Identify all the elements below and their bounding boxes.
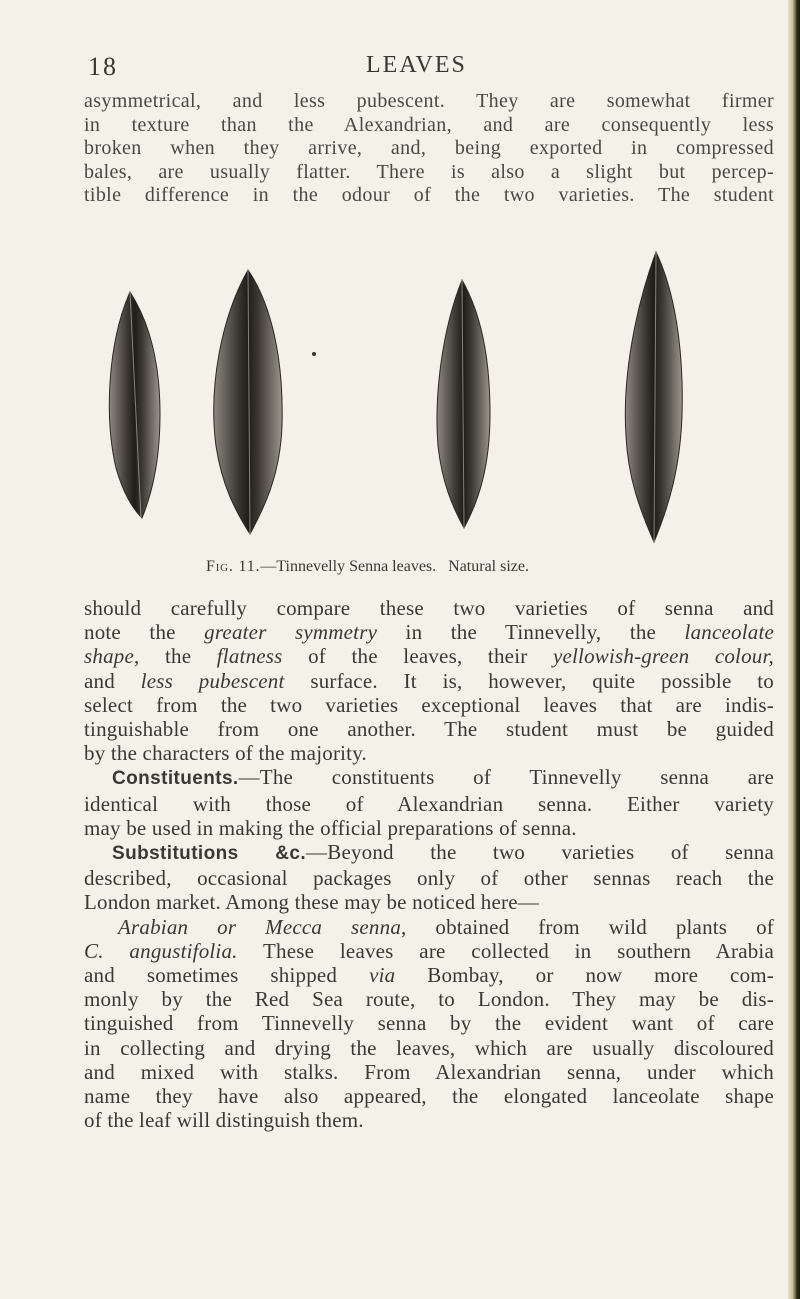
text-line: in collecting and drying the leaves, which are usually discoloured [84,1035,774,1060]
paragraph-top [84,90,774,208]
text-line: by the characters of the majority. [84,741,367,766]
caption-figure-number: Fig. 11. [206,558,261,575]
text-run: Bombay, or now more com- [395,963,774,988]
text-line: bales, are usually flatter. There is also a slight but percep- [84,160,774,183]
body-text [84,596,774,1132]
emphasis: C. angustifolia. [84,938,238,963]
text-line [84,963,774,987]
text-line: monly by the Red Sea route, to London. They may be dis- [84,987,774,1012]
text-line [84,644,774,668]
text-line: of the leaf will distinguish them. [84,1108,364,1133]
text-run: in the Tinnevelly, the [377,620,685,645]
text-run: —The constituents of Tinnevelly senna are [238,765,774,790]
figure-caption [206,558,626,576]
text-line: London market. Among these may be noticed here— [84,890,539,915]
running-head: LEAVES [366,52,467,78]
section-constituents [84,765,774,791]
text-line [84,915,774,939]
text-line: identical with those of Alexandrian senna. Either variety [84,791,774,816]
text-line: asymmetrical, and less pubescent. They are somewhat firmer [84,90,774,112]
emphasis: Arabian or Mecca senna, [118,914,407,939]
section-heading: Substitutions &c. [112,843,307,865]
text-line [84,620,774,644]
text-run: These leaves are collected in southern Arabia [237,938,774,963]
leaves-illustration [90,246,690,546]
text-line: tinguished from Tinnevelly senna by the evident want of care [84,1011,774,1036]
section-substitutions [84,840,774,866]
text-line: select from the two varieties exceptional leaves that are indis- [84,692,774,717]
leaf-4 [625,252,682,542]
text-line: described, occasional packages only of other sennas reach the [84,866,774,891]
text-line: in texture than the Alexandrian, and are consequently less [84,113,774,136]
figure-senna-leaves [90,246,690,546]
page-edge-shadow [788,0,800,1299]
text-line: broken when they arrive, and, being exported in compressed [84,137,774,160]
emphasis: greater symmetry [204,620,378,645]
caption-note: Natural size. [448,558,529,575]
text-run: obtained from wild plants of [406,914,774,939]
text-line: tinguishable from one another. The student must be guided [84,717,774,742]
leaf-1 [109,292,160,518]
text-run: and [84,668,141,693]
leaf-3 [437,280,490,528]
page-number: 18 [88,52,118,81]
text-line: tible difference in the odour of the two varieties. The student [84,184,774,207]
ink-dot [312,352,316,356]
text-run: —Beyond the two varieties of senna [306,840,774,865]
text-line: may be used in making the official preparations of senna. [84,815,577,840]
text-line [84,669,774,693]
text-line [84,939,774,963]
text-run: and sometimes shipped [84,963,370,988]
text-line: name they have also appeared, the elongated lanceolate shape [84,1084,774,1109]
caption-text: —Tinnevelly Senna leaves. [260,558,437,575]
emphasis: yellowish-green colour, [552,644,774,669]
text-run: , the [134,644,217,669]
text-run: surface. It is, however, quite possible to [284,668,774,693]
emphasis: less pubescent [140,668,285,693]
section-heading: Constituents. [112,768,239,790]
page-header [88,52,778,86]
text-run: note the [84,620,205,645]
emphasis: via [369,963,396,988]
text-line: should carefully compare these two varieties of senna and [84,596,774,620]
emphasis: lanceolate [684,620,774,645]
leaf-2 [214,270,282,534]
emphasis: flatness [216,644,283,669]
text-run: of the leaves, their [282,644,553,669]
text-line: and mixed with stalks. From Alexandrian senna, under which [84,1059,774,1084]
emphasis: shape [84,644,134,669]
